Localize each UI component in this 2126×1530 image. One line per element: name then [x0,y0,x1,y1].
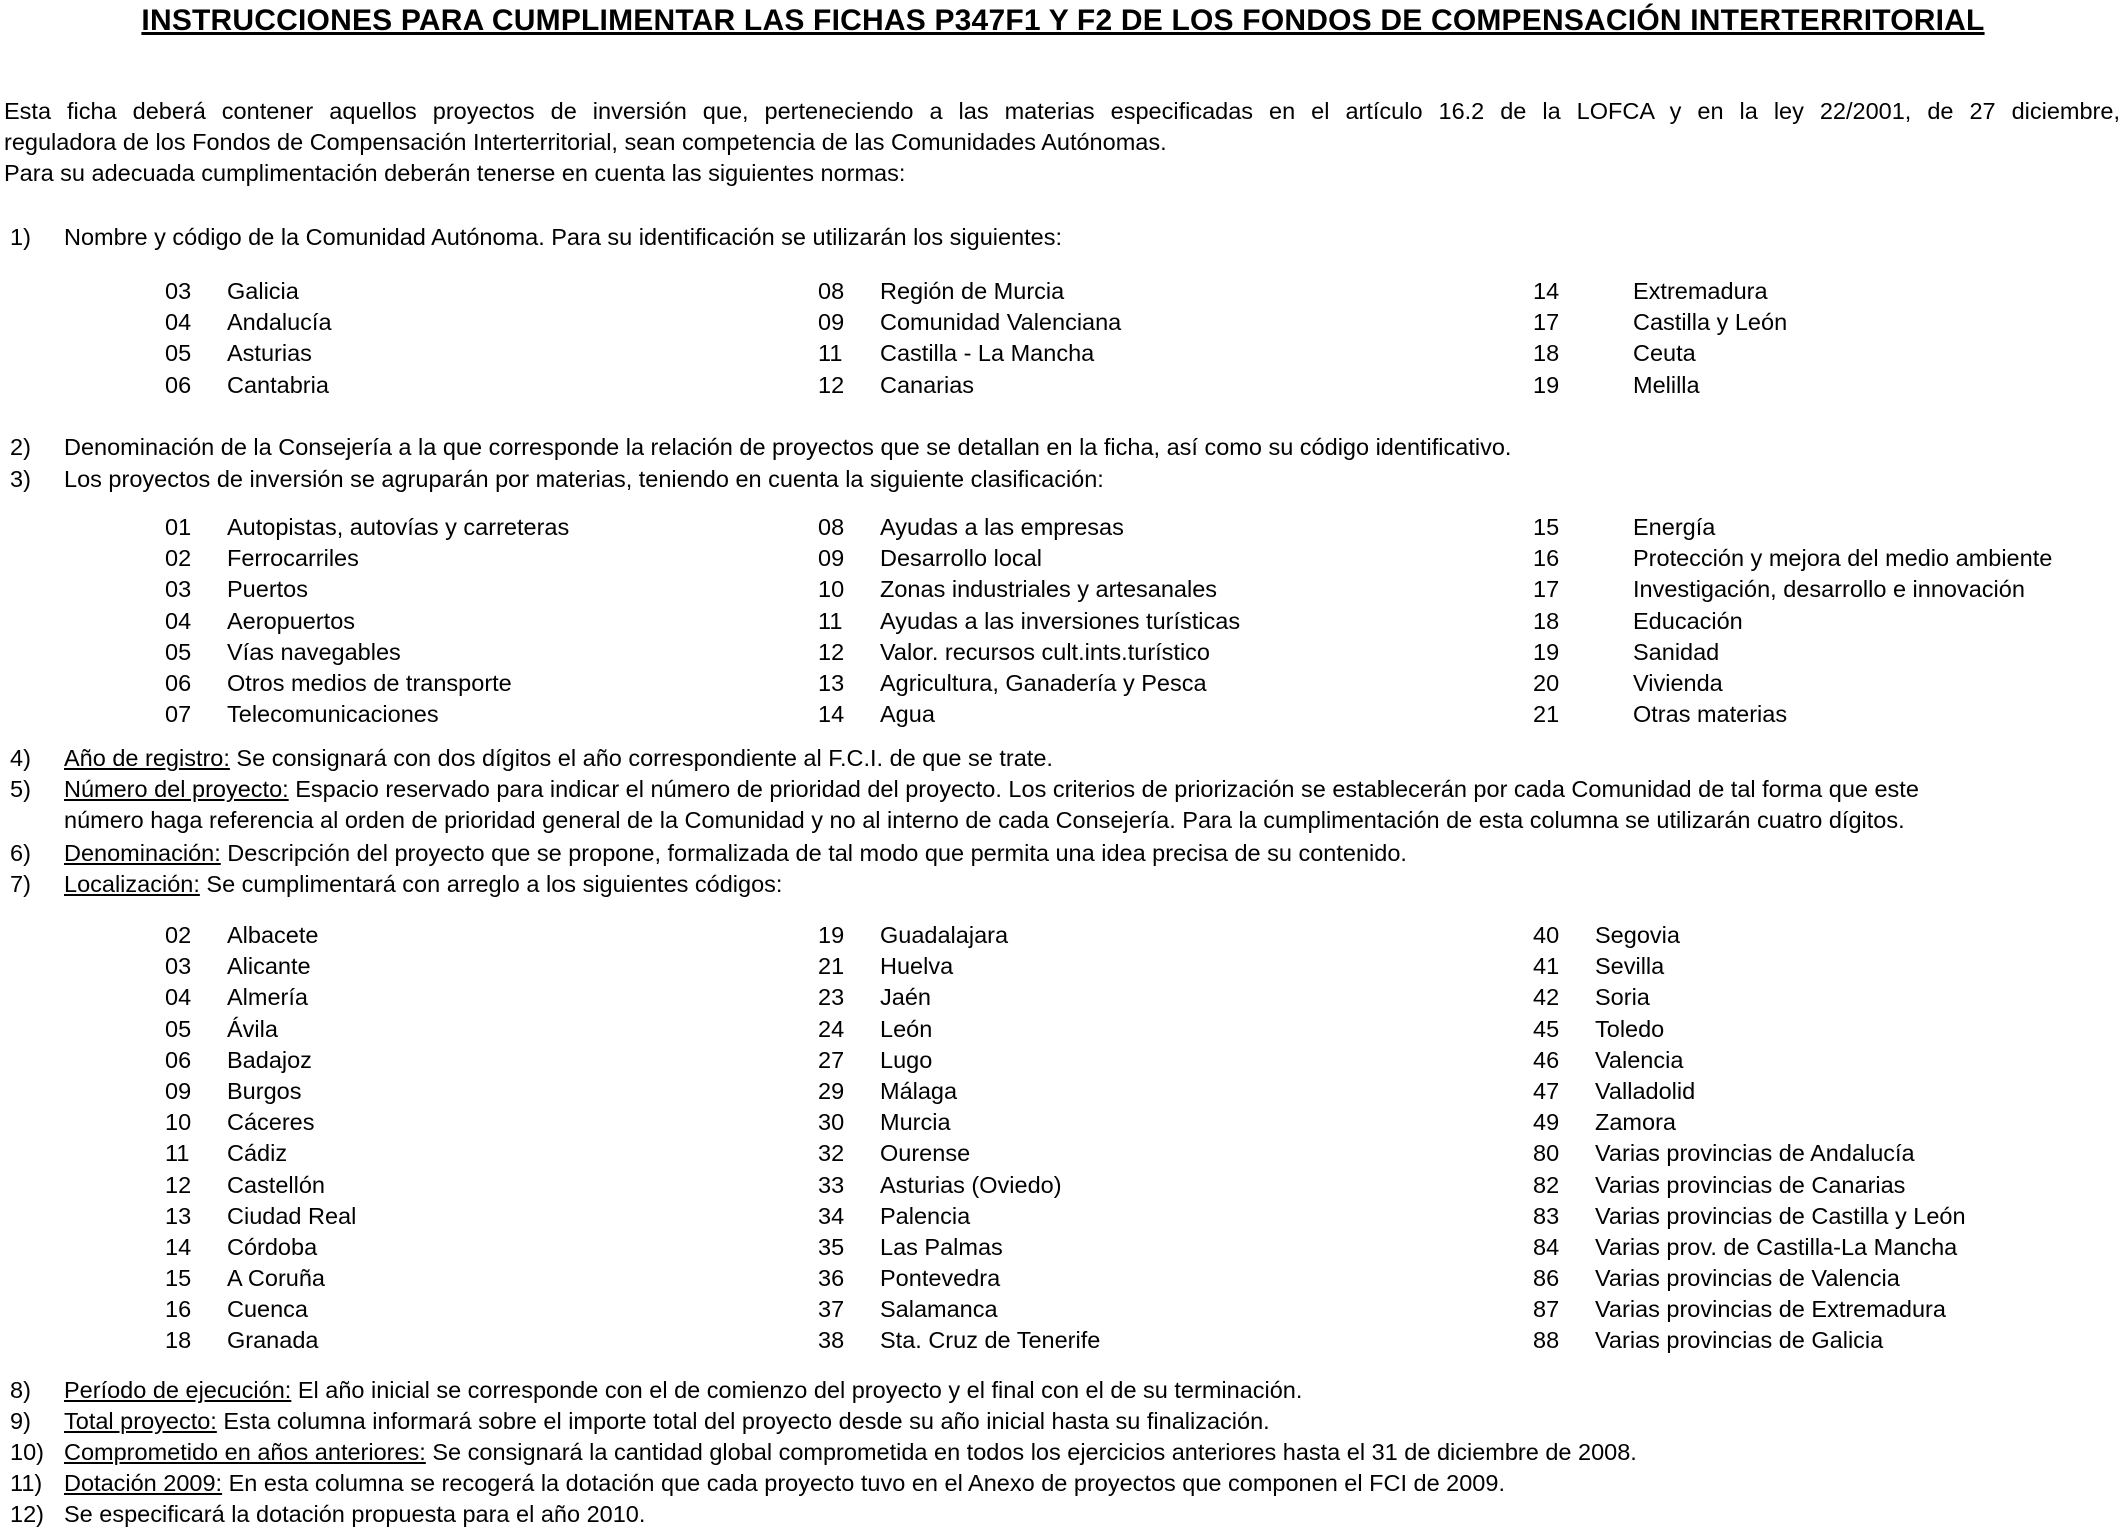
code-number: 06 [165,669,192,696]
item-text [64,1437,1637,1468]
code-number: 33 [818,1171,845,1198]
code-row [0,338,2126,369]
code-row [0,1014,2126,1045]
item-number: 8) [10,1377,31,1403]
code-number: 18 [165,1327,192,1354]
code-label: Castilla y León [1633,309,1788,336]
code-number: 15 [165,1265,192,1292]
code-number: 06 [165,1046,192,1073]
code-number: 08 [818,278,845,304]
code-label: Autopistas, autovías y carreteras [227,514,570,540]
code-number: 30 [818,1109,845,1136]
code-number: 09 [165,1077,192,1104]
code-row [0,1138,2126,1169]
code-number: 23 [818,984,845,1011]
code-label: Varias provincias de Valencia [1595,1265,1900,1292]
code-number: 12 [165,1171,192,1198]
item-number: 12) [10,1501,44,1527]
intro-line-1: Esta ficha deberá contener aquellos proyectos de inversión que, perteneciendo a las materias especificadas en el artículo 16.2 de la LOFCA y en la ley 22/2001, de 27 diciembre, [4,98,2120,124]
code-number: 13 [818,669,845,696]
item-text: Denominación de la Consejería a la que corresponde la relación de proyectos que se detallan en la ficha, así como su código identificativo. [64,434,1512,460]
code-label: Cáceres [227,1109,315,1136]
code-row [0,606,2126,637]
code-number: 16 [165,1296,192,1323]
item-description: En esta columna se recogerá la dotación que cada proyecto tuvo en el Anexo de proyectos que componen el FCI de 2009. [222,1470,1505,1496]
code-label: Granada [227,1327,319,1354]
code-number: 35 [818,1233,845,1260]
code-number: 80 [1533,1140,1560,1167]
code-number: 11 [818,340,843,367]
code-row [0,370,2126,401]
code-number: 36 [818,1265,845,1292]
item-label: Número del proyecto: [64,776,289,802]
code-label: Valladolid [1595,1077,1696,1104]
code-label: Ourense [880,1140,971,1167]
item-text [64,869,782,900]
code-label: Andalucía [227,309,332,336]
code-row [0,1325,2126,1356]
code-number: 16 [1533,545,1560,572]
code-label: Toledo [1595,1015,1665,1042]
code-number: 45 [1533,1015,1560,1042]
code-number: 09 [818,545,845,572]
code-number: 09 [818,309,845,336]
item-text [64,1375,1302,1406]
item-label: Período de ejecución: [64,1377,292,1403]
code-number: 46 [1533,1046,1560,1073]
item-text [64,838,1407,869]
code-label: Valor. recursos cult.ints.turístico [880,638,1210,665]
code-row [0,637,2126,668]
code-number: 87 [1533,1296,1560,1323]
communities-code-table [0,276,2126,401]
item-label: Localización: [64,871,200,897]
code-label: Protección y mejora del medio ambiente [1633,545,2053,572]
code-number: 04 [165,309,192,336]
code-number: 05 [165,340,192,367]
code-label: León [880,1015,933,1042]
code-number: 17 [1533,309,1560,336]
code-label: Vivienda [1633,669,1723,696]
code-label: Educación [1633,607,1743,634]
code-number: 84 [1533,1233,1560,1260]
code-label: Zonas industriales y artesanales [880,576,1218,603]
item-number: 6) [10,840,31,866]
code-label: Galicia [227,278,299,304]
intro-paragraph [4,96,2120,189]
code-number: 24 [818,1015,845,1042]
code-number: 14 [818,701,845,728]
code-label: Agricultura, Ganadería y Pesca [880,669,1207,696]
code-number: 11 [818,607,843,634]
code-label: Cuenca [227,1296,308,1323]
code-label: Puertos [227,576,308,603]
subjects-code-table [0,512,2126,730]
code-label: Ciudad Real [227,1202,357,1229]
code-label: Alicante [227,953,311,980]
code-number: 38 [818,1327,845,1354]
item-text [64,743,1053,774]
code-number: 29 [818,1077,845,1104]
item-number: 1) [10,224,31,250]
code-label: Cádiz [227,1140,288,1167]
item-number: 5) [10,776,31,802]
code-number: 21 [818,953,845,980]
code-number: 21 [1533,701,1560,728]
code-number: 19 [1533,371,1560,398]
code-label: Varias prov. de Castilla-La Mancha [1595,1233,1958,1260]
code-number: 27 [818,1046,845,1073]
code-number: 32 [818,1140,845,1167]
code-label: Castilla - La Mancha [880,340,1095,367]
code-number: 88 [1533,1327,1560,1354]
item-description: Se consignará la cantidad global comprometida en todos los ejercicios anteriores hasta el 31 de diciembre de 2008. [425,1439,1637,1465]
item-description: El año inicial se corresponde con el de comienzo del proyecto y el final con el de su terminación. [291,1377,1303,1403]
code-label: Guadalajara [880,922,1009,948]
item-description: Espacio reservado para indicar el número de prioridad del proyecto. Los criterios de priorización se establecerán por cada Comunidad de tal forma que este [288,776,1919,802]
code-number: 13 [165,1202,192,1229]
code-number: 20 [1533,669,1560,696]
item-text: Nombre y código de la Comunidad Autónoma. Para su identificación se utilizarán los siguientes: [64,224,1063,250]
item-description: Se cumplimentará con arreglo a los siguientes códigos: [199,871,783,897]
item-number: 2) [10,434,31,460]
code-label: Burgos [227,1077,302,1104]
code-label: Pontevedra [880,1265,1001,1292]
code-number: 19 [818,922,845,948]
code-label: Varias provincias de Castilla y León [1595,1202,1966,1229]
code-label: Otros medios de transporte [227,669,512,696]
code-row [0,1170,2126,1201]
code-row [0,1232,2126,1263]
instruction-item-5 [0,774,2120,836]
code-row [0,1107,2126,1138]
code-number: 40 [1533,922,1560,948]
code-label: Palencia [880,1202,971,1229]
code-number: 18 [1533,340,1560,367]
code-label: Jaén [880,984,931,1011]
item-number: 3) [10,466,31,492]
code-number: 04 [165,984,192,1011]
code-number: 01 [165,514,192,540]
item-number: 9) [10,1408,31,1434]
code-number: 07 [165,701,192,728]
document-title: INSTRUCCIONES PARA CUMPLIMENTAR LAS FICHAS P347F1 Y F2 DE LOS FONDOS DE COMPENSACIÓN INTERTERRITORIAL [141,4,1985,37]
code-number: 08 [818,514,845,540]
code-number: 14 [1533,278,1560,304]
code-number: 03 [165,953,192,980]
code-number: 04 [165,607,192,634]
code-label: Telecomunicaciones [227,701,439,728]
code-label: Segovia [1595,922,1680,948]
code-number: 86 [1533,1265,1560,1292]
item-label: Comprometido en años anteriores: [64,1439,426,1465]
code-label: Ayudas a las empresas [880,514,1124,540]
code-label: Ceuta [1633,340,1696,367]
item-description: Esta columna informará sobre el importe total del proyecto desde su año inicial hasta su finalización. [216,1408,1270,1434]
item-description: Se consignará con dos dígitos el año correspondiente al F.C.I. de que se trate. [229,745,1053,771]
item-label: Año de registro: [64,745,230,771]
intro-line-3: Para su adecuada cumplimentación deberán tenerse en cuenta las siguientes normas: [4,160,906,186]
code-number: 05 [165,1015,192,1042]
code-label: Zamora [1595,1109,1676,1136]
code-label: Varias provincias de Andalucía [1595,1140,1915,1167]
code-label: Asturias (Oviedo) [880,1171,1062,1198]
item-text [64,774,2120,836]
code-row [0,951,2126,982]
code-label: Ayudas a las inversiones turísticas [880,607,1241,634]
item-description-continued: número haga referencia al orden de prioridad general de la Comunidad y no al interno de cada Consejería. Para la cumplimentación de esta columna se utilizarán cuatro dígitos. [64,807,1905,833]
code-label: Sevilla [1595,953,1665,980]
code-label: Desarrollo local [880,545,1042,572]
code-row [0,982,2126,1013]
code-row [0,1263,2126,1294]
code-row [0,1045,2126,1076]
item-label: Denominación: [64,840,221,866]
code-number: 47 [1533,1077,1560,1104]
code-label: Canarias [880,371,975,398]
code-number: 03 [165,278,192,304]
code-number: 49 [1533,1109,1560,1136]
code-number: 15 [1533,514,1560,540]
code-row [0,699,2126,730]
item-text [64,1406,1270,1437]
code-label: Valencia [1595,1046,1684,1073]
code-number: 82 [1533,1171,1560,1198]
code-number: 10 [165,1109,192,1136]
code-number: 10 [818,576,845,603]
code-number: 19 [1533,638,1560,665]
code-label: Córdoba [227,1233,318,1260]
item-label: Dotación 2009: [64,1470,223,1496]
code-row [0,1076,2126,1107]
code-number: 37 [818,1296,845,1323]
code-number: 02 [165,922,192,948]
item-number: 7) [10,871,31,897]
code-number: 02 [165,545,192,572]
code-label: Agua [880,701,935,728]
code-label: Varias provincias de Galicia [1595,1327,1884,1354]
code-number: 12 [818,638,845,665]
code-number: 34 [818,1202,845,1229]
code-label: Soria [1595,984,1650,1011]
code-label: Varias provincias de Extremadura [1595,1296,1946,1323]
code-row [0,668,2126,699]
code-row [0,307,2126,338]
code-label: Albacete [227,922,319,948]
intro-line-2: reguladora de los Fondos de Compensación Interterritorial, sean competencia de las Comunidades Autónomas. [4,129,1167,155]
code-number: 17 [1533,576,1560,603]
code-row [0,1201,2126,1232]
code-label: Varias provincias de Canarias [1595,1171,1906,1198]
item-number: 4) [10,745,31,771]
code-row [0,574,2126,605]
code-label: Energía [1633,514,1716,540]
code-label: Asturias [227,340,312,367]
code-number: 18 [1533,607,1560,634]
locations-code-table [0,920,2126,1357]
item-number: 11) [10,1470,43,1496]
code-row [0,1294,2126,1325]
code-number: 06 [165,371,192,398]
code-label: Extremadura [1633,278,1768,304]
code-number: 05 [165,638,192,665]
code-number: 41 [1533,953,1560,980]
code-row [0,920,2126,951]
code-label: A Coruña [227,1265,325,1292]
item-text: Se especificará la dotación propuesta para el año 2010. [64,1501,646,1527]
code-number: 14 [165,1233,192,1260]
code-label: Otras materias [1633,701,1788,728]
code-label: Región de Murcia [880,278,1065,304]
code-label: Málaga [880,1077,958,1104]
code-number: 12 [818,371,845,398]
code-label: Las Palmas [880,1233,1003,1260]
code-row [0,512,2126,543]
code-row [0,543,2126,574]
code-label: Ávila [227,1015,278,1042]
code-label: Lugo [880,1046,933,1073]
item-text [64,1468,1505,1499]
code-label: Melilla [1633,371,1700,398]
code-row [0,276,2126,307]
code-label: Aeropuertos [227,607,356,634]
code-label: Castellón [227,1171,325,1198]
code-number: 83 [1533,1202,1560,1229]
item-text: Los proyectos de inversión se agruparán por materias, teniendo en cuenta la siguiente clasificación: [64,466,1104,492]
item-number: 10) [10,1439,44,1465]
code-number: 42 [1533,984,1560,1011]
code-label: Ferrocarriles [227,545,359,572]
code-label: Huelva [880,953,954,980]
code-label: Comunidad Valenciana [880,309,1122,336]
code-label: Vías navegables [227,638,401,665]
code-label: Almería [227,984,308,1011]
code-label: Murcia [880,1109,951,1136]
code-label: Badajoz [227,1046,312,1073]
item-description: Descripción del proyecto que se propone, formalizada de tal modo que permita una idea precisa de su contenido. [220,840,1407,866]
item-label: Total proyecto: [64,1408,217,1434]
code-label: Sta. Cruz de Tenerife [880,1327,1101,1354]
code-label: Salamanca [880,1296,998,1323]
code-number: 03 [165,576,192,603]
code-label: Cantabria [227,371,329,398]
code-label: Investigación, desarrollo e innovación [1633,576,2025,603]
code-number: 11 [165,1140,190,1167]
code-label: Sanidad [1633,638,1720,665]
